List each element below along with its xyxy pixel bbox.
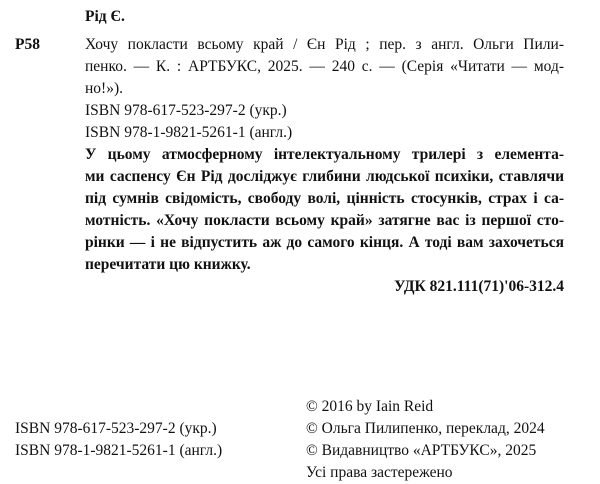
udc-code: УДК 821.111(71)'06-312.4 [394,278,564,295]
copyright-line: © Ольга Пилипенко, переклад, 2024 [306,420,545,437]
annotation-line: рінки — і не відпустить аж до самого кінця. А тоді вам захочеться [85,234,564,251]
annotation-line: ми саспенсу Єн Рід досліджує глибини людської психіки, ставлячи [85,168,564,185]
shelfmark: Р58 [15,36,40,53]
bibliographic-line: но!»). [85,80,123,97]
annotation-line: під сумнів свідомість, свободу волі, цінність стосунків, страх і са- [85,190,564,207]
bibliographic-line: пенко. — К. : АРТБУКС, 2025. — 240 с. — (Серія «Читати — мод- [85,58,564,75]
isbn-line: ISBN 978-617-523-297-2 (укр.) [15,420,217,437]
annotation-line: мотність. «Хочу покласти всьому край» затягне вас із першої сто- [85,212,564,229]
copyright-line: Усі права застережено [306,464,453,481]
isbn-line: ISBN 978-1-9821-5261-1 (англ.) [15,442,223,459]
isbn-line: ISBN 978-1-9821-5261-1 (англ.) [85,124,293,141]
isbn-line: ISBN 978-617-523-297-2 (укр.) [85,102,287,119]
bibliographic-line: Хочу покласти всьому край / Єн Рід ; пер. з англ. Ольги Пили- [85,36,564,53]
copyright-line: © 2016 by Iain Reid [306,398,434,415]
annotation-line: У цьому атмосферному інтелектуальному трилері з елемента- [85,146,564,163]
annotation-line: перечитати цю книжку. [85,256,251,273]
copyright-line: © Видавництво «АРТБУКС», 2025 [306,442,537,459]
author-heading: Рід Є. [85,8,125,25]
